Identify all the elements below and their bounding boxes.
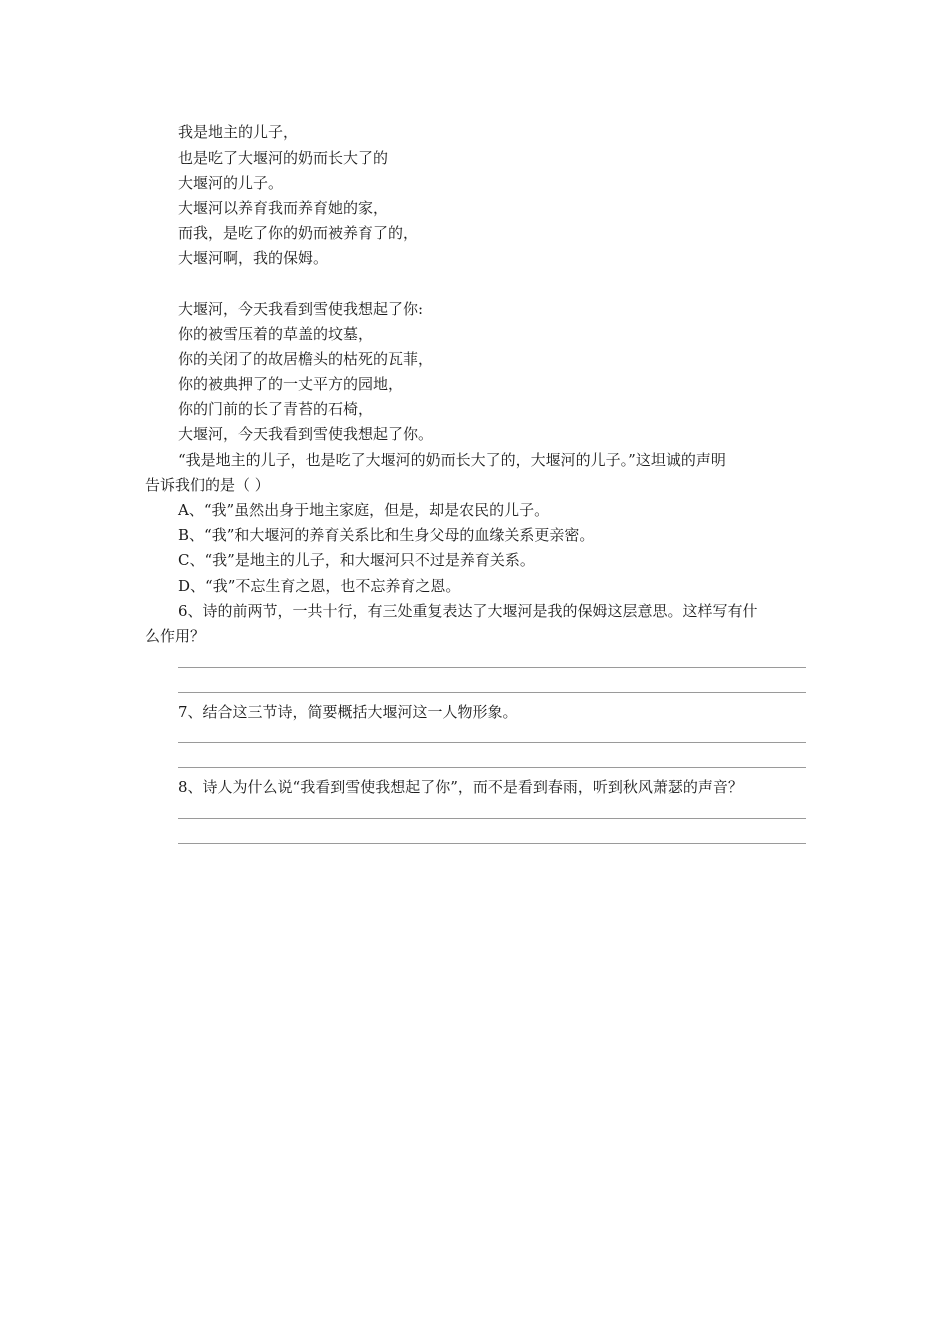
answer-line [178, 742, 806, 743]
poem-line: 你的关闭了的故居檐头的枯死的瓦菲， [178, 350, 434, 368]
poem-line: 大堰河，今天我看到雪使我想起了你。 [178, 425, 434, 443]
answer-line [178, 843, 806, 844]
question-8: 8、诗人为什么说“我看到雪使我想起了你”，而不是看到春雨，听到秋风萧瑟的声音？ [178, 778, 743, 796]
poem-line: 大堰河，今天我看到雪使我想起了你: [178, 300, 424, 318]
option-c: C、“我”是地主的儿子，和大堰河只不过是养育关系。 [178, 551, 535, 569]
question-7: 7、结合这三节诗，简要概括大堰河这一人物形象。 [178, 703, 518, 721]
option-a: A、“我”虽然出身于地主家庭，但是，却是农民的儿子。 [178, 501, 550, 519]
poem-line: 我是地主的儿子， [178, 123, 299, 141]
poem-line: 而我，是吃了你的奶而被养育了的， [178, 224, 419, 242]
poem-line: 你的门前的长了青苔的石椅， [178, 400, 374, 418]
poem-line: 大堰河的儿子。 [178, 174, 284, 192]
question-6-cont: 么作用？ [145, 627, 206, 645]
question-stem: “我是地主的儿子，也是吃了大堰河的奶而长大了的，大堰河的儿子。”这坦诚的声明 [178, 451, 726, 469]
answer-line [178, 818, 806, 819]
poem-line: 大堰河以养育我而养育她的家， [178, 199, 389, 217]
poem-line: 你的被典押了的一丈平方的园地， [178, 375, 404, 393]
poem-line: 你的被雪压着的草盖的坟墓， [178, 325, 374, 343]
answer-line [178, 767, 806, 768]
answer-line [178, 692, 806, 693]
answer-line [178, 667, 806, 668]
option-b: B、“我”和大堰河的养育关系比和生身父母的血缘关系更亲密。 [178, 526, 595, 544]
question-6: 6、诗的前两节，一共十行，有三处重复表达了大堰河是我的保姆这层意思。这样写有什 [178, 602, 758, 620]
option-d: D、“我”不忘生育之恩，也不忘养育之恩。 [178, 577, 461, 595]
question-stem: 告诉我们的是（ ） [145, 476, 270, 494]
poem-line: 大堰河啊，我的保姆。 [178, 249, 329, 267]
poem-line: 也是吃了大堰河的奶而长大了的 [178, 149, 389, 167]
